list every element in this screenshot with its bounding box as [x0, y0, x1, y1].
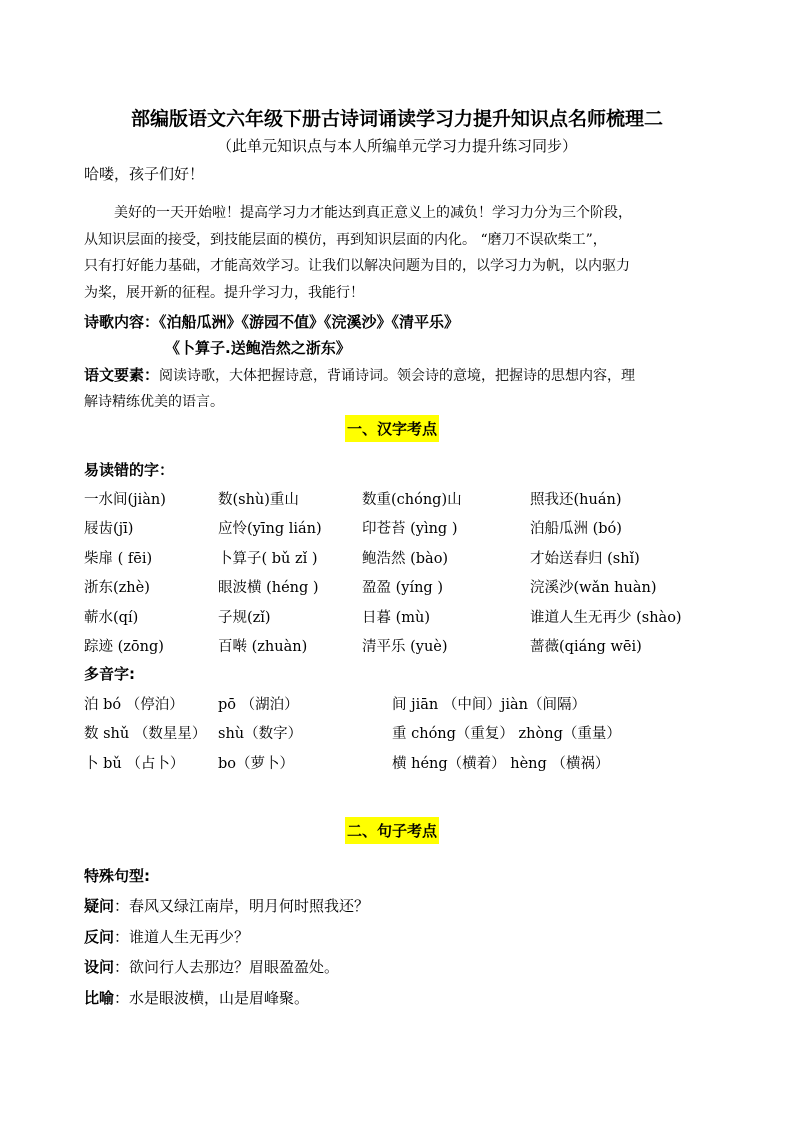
poems-line-2: 《卜算子.送鲍浩然之浙东》 — [165, 339, 351, 357]
elements-line-1: 阅读诗歌，大体把握诗意，背诵诗词。领会诗的意境，把握诗的思想内容，理 — [159, 368, 636, 384]
intro-paragraph — [84, 200, 724, 306]
polyphone-cell: 数 shǔ （数星星） — [84, 726, 207, 743]
misread-cell: 一水间(jiàn) — [84, 492, 166, 508]
sentence-text: ：春风又绿江南岸，明月何时照我还？ — [114, 897, 370, 915]
sentence-item — [84, 987, 309, 1008]
misread-cell: 屐齿(jī) — [84, 521, 134, 538]
sentence-text: ：谁道人生无再少？ — [114, 927, 250, 946]
misread-cell: 踪迹 (zōng) — [84, 639, 164, 655]
intro-line-2: 从知识层面的接受，到技能层面的模仿，再到知识层面的内化。 “磨刀不误砍柴工”， — [84, 231, 607, 248]
intro-line-1: 美好的一天开始啦！提高学习力才能达到真正意义上的减负！学习力分为三个阶段， — [114, 205, 632, 221]
sentence-text: ：欲问行人去那边？眉眼盈盈处。 — [114, 958, 340, 976]
elements-line-2: 解诗精练优美的语言。 — [84, 394, 224, 410]
misread-cell: 蔷薇(qiáng wēi) — [530, 639, 642, 655]
misread-cell: 才始送春归 (shǐ) — [530, 550, 640, 567]
poems-block — [84, 311, 459, 332]
misread-cell: 眼波横 (héng ) — [218, 580, 319, 597]
misread-cell: 照我还(huán) — [530, 492, 622, 508]
misread-cell: 泊船瓜洲 (bó) — [530, 521, 622, 538]
polyphone-cell: 卜 bǔ （占卜） — [84, 755, 185, 772]
elements-block — [84, 364, 635, 385]
polyphone-cell: 泊 bó （停泊） — [84, 697, 184, 713]
misread-label: 易读错的字： — [84, 461, 175, 479]
sentence-item — [84, 926, 249, 947]
intro-line-4: 为桨，展开新的征程。提升学习力，我能行！ — [84, 284, 364, 301]
sentence-item — [84, 895, 369, 916]
misread-cell: 蕲水(qí) — [84, 609, 139, 626]
misread-cell: 卜算子( bǔ zǐ ) — [218, 550, 318, 567]
polyphone-cell: 横 héng（横着） hèng （横祸） — [392, 755, 610, 772]
sentence-item — [84, 956, 339, 977]
sentence-type: 设问 — [84, 958, 115, 976]
misread-cell: 鲍浩然 (bào) — [362, 550, 449, 567]
section-1-heading: 一、汉字考点 — [345, 415, 439, 442]
misread-cell: 印苍苔 (yìng ) — [362, 521, 458, 538]
poems-label: 诗歌内容： — [84, 313, 160, 331]
misread-cell: 柴扉 ( fēi) — [84, 550, 153, 567]
misread-cell: 应怜(yīng lián) — [218, 521, 322, 538]
misread-cell: 数(shù)重山 — [218, 492, 299, 508]
polyphone-cell: bo（萝卜） — [218, 755, 295, 772]
misread-cell: 盈盈 (yíng ) — [362, 580, 443, 597]
polyphone-label: 多音字: — [84, 665, 135, 683]
polyphone-cell: 重 chóng（重复） zhòng（重量） — [392, 726, 621, 743]
misread-cell: 清平乐 (yuè) — [362, 639, 448, 655]
section-2-heading: 二、句子考点 — [345, 817, 439, 844]
misread-cell: 浙东(zhè) — [84, 580, 150, 597]
intro-line-3: 只有打好能力基础，才能高效学习。让我们以解决问题为目的，以学习力为帆，以内驱力 — [84, 258, 630, 274]
sentence-text: ：水是眼波横，山是眉峰聚。 — [114, 988, 310, 1007]
misread-cell: 百啭 (zhuàn) — [218, 639, 308, 655]
polyphone-cell: 间 jiān （中间）jiàn（间隔） — [392, 697, 586, 713]
page-subtitle: （此单元知识点与本人所编单元学习力提升练习同步） — [216, 137, 577, 155]
greeting: 哈喽，孩子们好！ — [84, 165, 205, 183]
misread-cell: 谁道人生无再少 (shào) — [530, 609, 682, 626]
misread-cell: 数重(chóng)山 — [362, 492, 462, 508]
polyphone-cell: pō （湖泊） — [218, 697, 299, 713]
misread-cell: 浣溪沙(wǎn huàn) — [530, 580, 657, 597]
elements-label: 语文要素： — [84, 366, 160, 384]
sentence-type: 疑问 — [84, 897, 115, 915]
sentence-type: 反问 — [84, 927, 115, 946]
page-title: 部编版语文六年级下册古诗词诵读学习力提升知识点名师梳理二 — [130, 108, 663, 130]
misread-cell: 子规(zǐ) — [218, 609, 271, 626]
special-sentence-label: 特殊句型: — [84, 867, 150, 885]
sentence-type: 比喻 — [84, 988, 115, 1007]
misread-cell: 日暮 (mù) — [362, 609, 431, 626]
poems-line-1: 《泊船瓜洲》《游园不值》《浣溪沙》《清平乐》 — [159, 313, 460, 331]
polyphone-cell: shù（数字） — [218, 726, 303, 743]
